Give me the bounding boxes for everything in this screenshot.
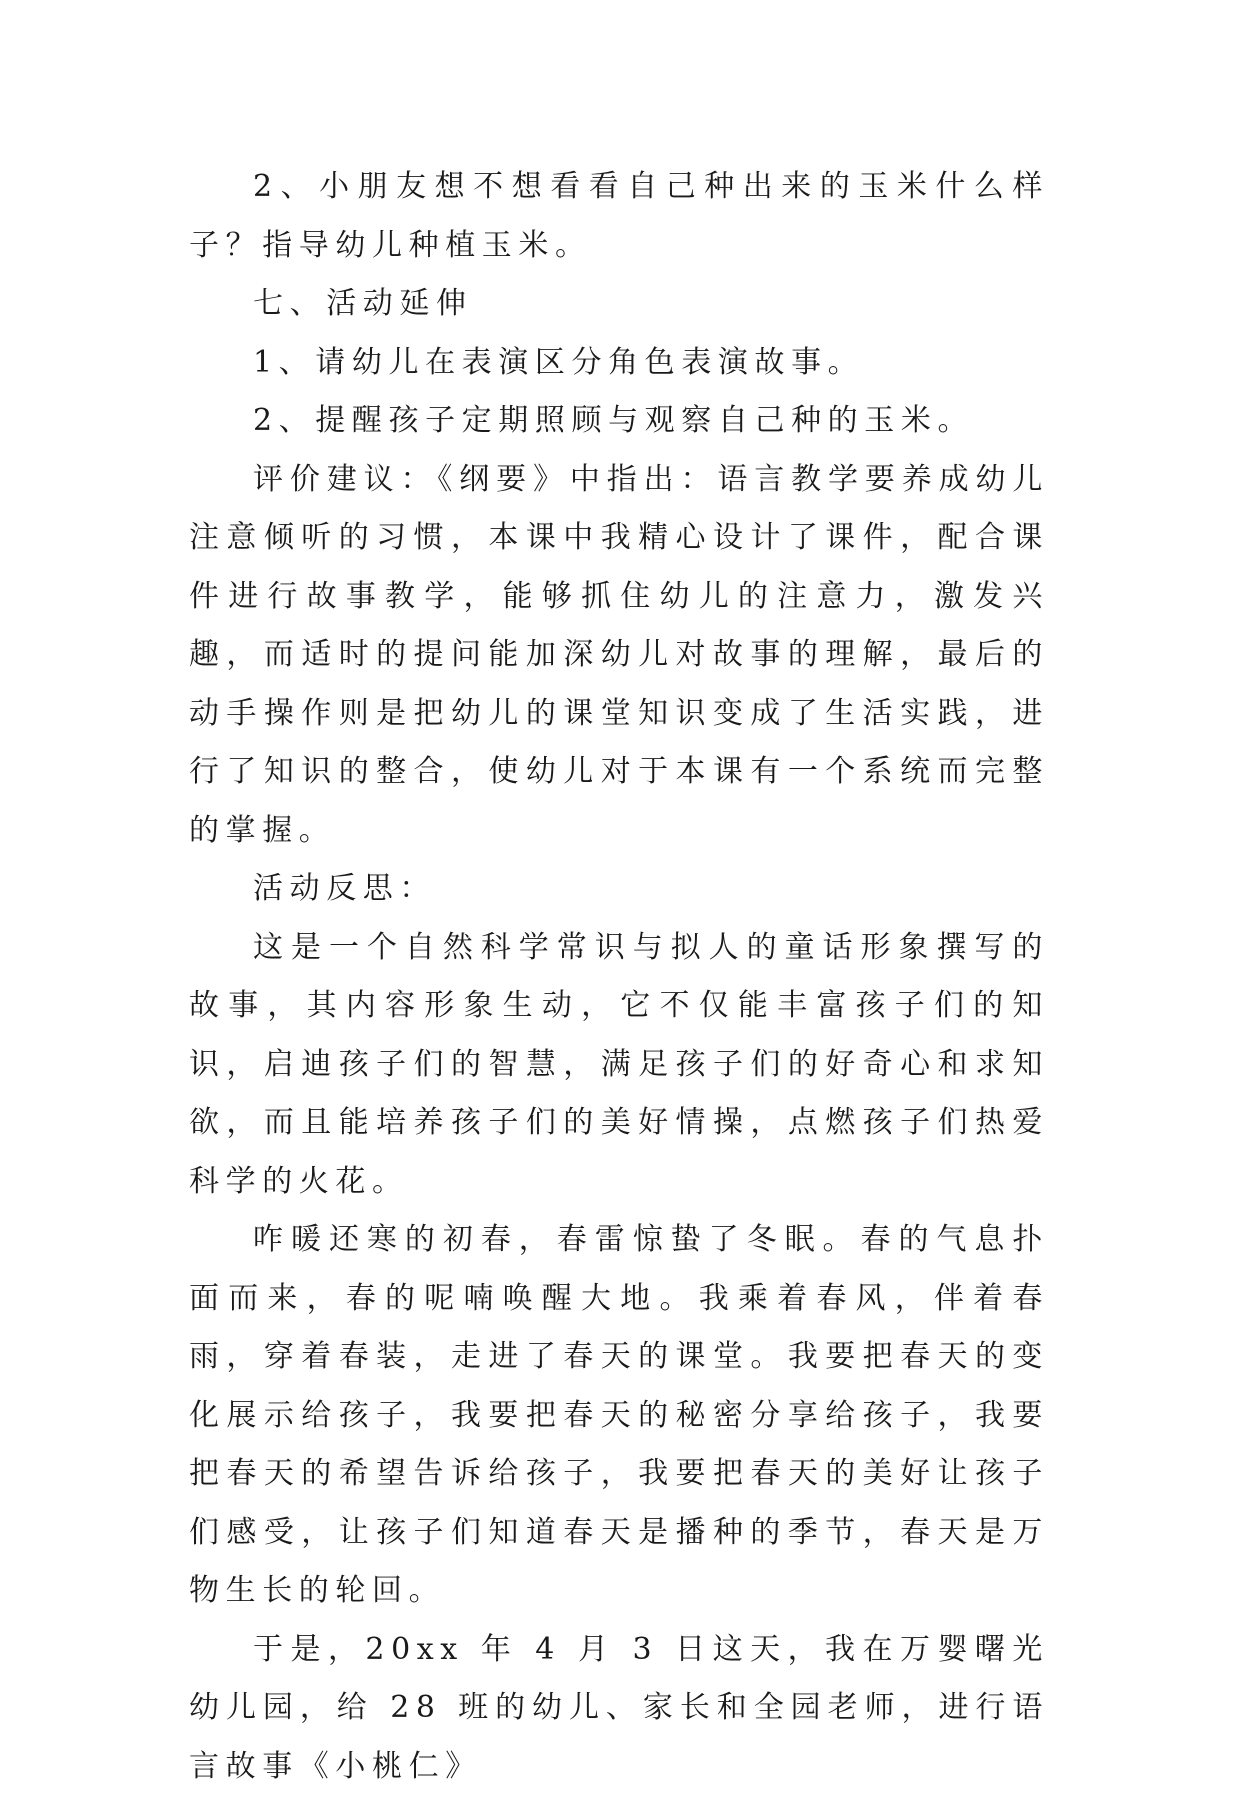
heading-activity-reflection: 活动反思：: [189, 860, 1049, 919]
heading-activity-extension: 七、活动延伸: [189, 275, 1049, 334]
paragraph-observe-corn: 2、提醒孩子定期照顾与观察自己种的玉米。: [189, 392, 1049, 451]
paragraph-evaluation: 评价建议：《纲要》中指出：语言教学要养成幼儿注意倾听的习惯，本课中我精心设计了课件，配合课件进行故事教学，能够抓住幼儿的注意力，激发兴趣，而适时的提问能加深幼儿对故事的理解，最后的动手操作则是把幼儿的课堂知识变成了生活实践，进行了知识的整合，使幼儿对于本课有一个系统而完整的掌握。: [189, 451, 1049, 861]
paragraph-early-spring: 咋暖还寒的初春，春雷惊蛰了冬眠。春的气息扑面而来，春的呢喃唤醒大地。我乘着春风，伴着春雨，穿着春装，走进了春天的课堂。我要把春天的变化展示给孩子，我要把春天的秘密分享给孩子，我要把春天的希望告诉给孩子，我要把春天的美好让孩子们感受，让孩子们知道春天是播种的季节，春天是万物生长的轮回。: [189, 1211, 1049, 1621]
document-body: [189, 158, 1049, 1796]
paragraph-planting-corn: 2、小朋友想不想看看自己种出来的玉米什么样子？指导幼儿种植玉米。: [189, 158, 1049, 275]
paragraph-lesson-date: 于是，20xx 年 4 月 3 日这天，我在万婴曙光幼儿园，给 28 班的幼儿、家长和全园老师，进行语言故事《小桃仁》: [189, 1621, 1049, 1796]
paragraph-role-play: 1、请幼儿在表演区分角色表演故事。: [189, 334, 1049, 393]
paragraph-reflection-story: 这是一个自然科学常识与拟人的童话形象撰写的故事，其内容形象生动，它不仅能丰富孩子们的知识，启迪孩子们的智慧，满足孩子们的好奇心和求知欲，而且能培养孩子们的美好情操，点燃孩子们热爱科学的火花。: [189, 919, 1049, 1212]
